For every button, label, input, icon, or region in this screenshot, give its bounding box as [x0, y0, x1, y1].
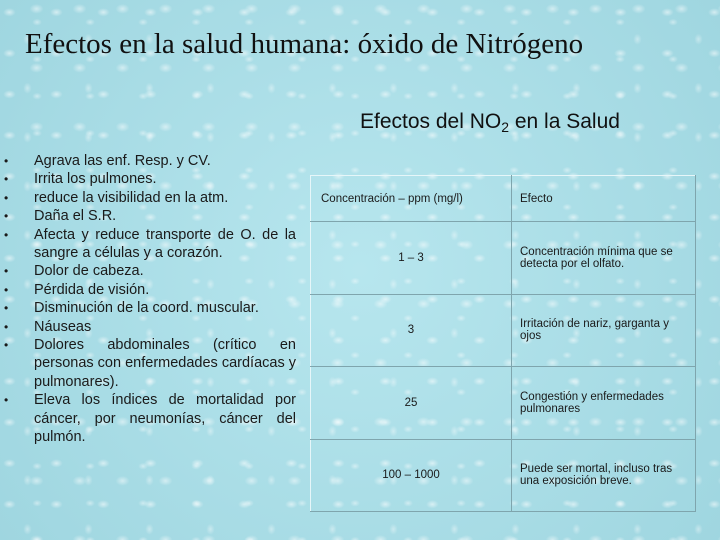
bullet-item: • Afecta y reduce transporte de O. de la sangre a células y a corazón. [0, 226, 296, 263]
cell-effect: Concentración mínima que se detecta por el olfato. [512, 222, 696, 294]
cell-concentration: 25 [311, 367, 512, 439]
bullet-item: • Náuseas [0, 318, 296, 336]
bullet-item: • Dolor de cabeza. [0, 262, 296, 280]
cell-concentration: 3 [311, 294, 512, 366]
bullet-item: • Daña el S.R. [0, 207, 296, 225]
table-row [311, 367, 696, 439]
effects-bullet-list [0, 152, 296, 447]
bullet-item: • reduce la visibilidad en la atm. [0, 189, 296, 207]
table-row [311, 439, 696, 511]
bullet-item: • Disminución de la coord. muscular. [0, 299, 296, 317]
table-row [311, 222, 696, 294]
bullet-item: • Eleva los índices de mortalidad por cáncer, por neumonías, cáncer del pulmón. [0, 391, 296, 446]
cell-effect: Irritación de nariz, garganta y ojos [512, 294, 696, 366]
concentration-effects-table [310, 175, 696, 512]
table-row [311, 294, 696, 366]
cell-concentration: 1 – 3 [311, 222, 512, 294]
header-effect: Efecto [512, 176, 696, 222]
header-concentration: Concentración – ppm (mg/l) [311, 176, 512, 222]
table-title-prefix: Efectos del NO [360, 110, 502, 133]
table-header-row [311, 176, 696, 222]
table-title-suffix: en la Salud [509, 110, 620, 133]
bullet-item: • Dolores abdominales (crítico en personas con enfermedades cardíacas y pulmonares). [0, 336, 296, 391]
cell-effect: Congestión y enfermedades pulmonares [512, 367, 696, 439]
cell-effect: Puede ser mortal, incluso tras una exposición breve. [512, 439, 696, 511]
cell-concentration: 100 – 1000 [311, 439, 512, 511]
bullet-item: • Agrava las enf. Resp. y CV. [0, 152, 296, 170]
bullet-item: • Pérdida de visión. [0, 281, 296, 299]
bullet-item: • Irrita los pulmones. [0, 170, 296, 188]
page-title: Efectos en la salud humana: óxido de Nitrógeno [25, 28, 584, 60]
table-title-subscript: 2 [501, 119, 510, 135]
table-title [360, 110, 620, 135]
